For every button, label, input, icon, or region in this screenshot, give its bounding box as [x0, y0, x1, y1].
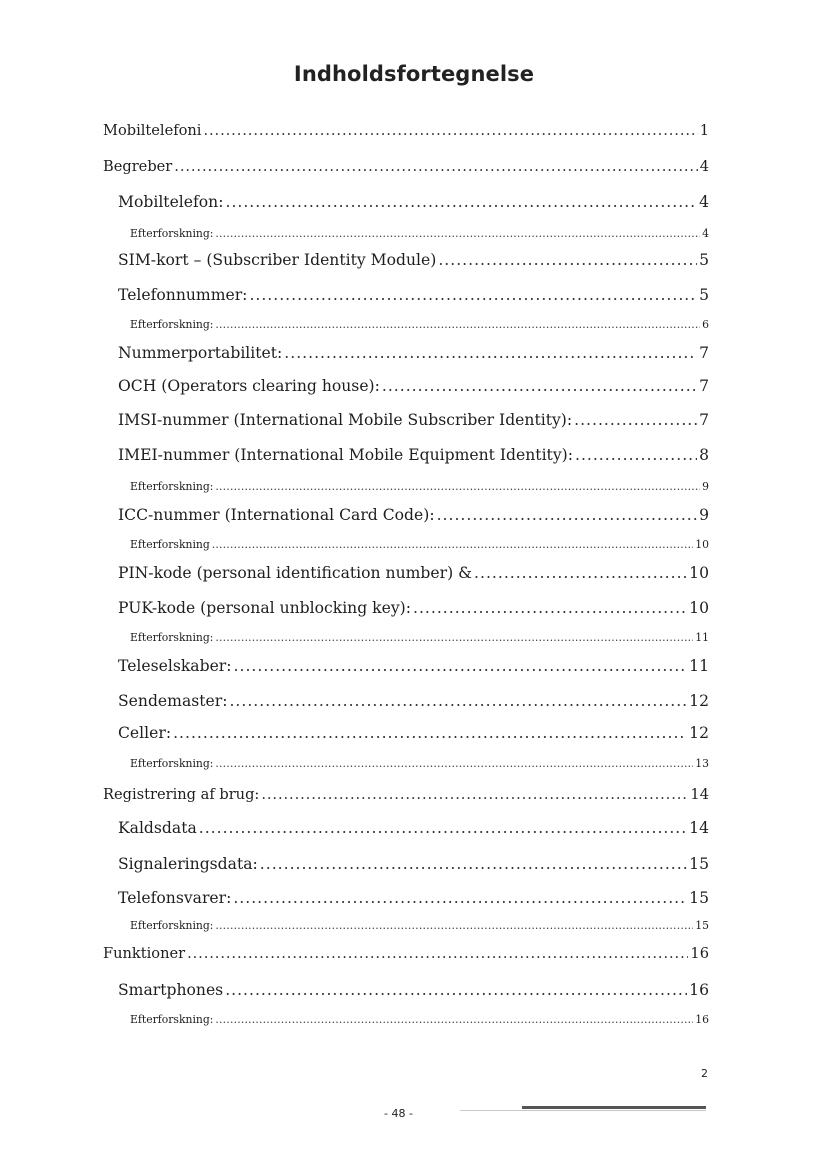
- dot-leader: [215, 919, 693, 932]
- toc-entry-page: 4: [702, 227, 709, 240]
- dot-leader: [225, 193, 697, 211]
- toc-entry-label: Efterforskning: [130, 538, 210, 551]
- toc-entry-page: 5: [699, 286, 709, 304]
- toc-entry-page: 16: [689, 981, 709, 999]
- toc-entry-page: 9: [702, 480, 709, 493]
- dot-leader: [229, 692, 687, 710]
- toc-entry[interactable]: [130, 919, 709, 932]
- toc-entry-page: 10: [689, 564, 709, 582]
- toc-entry-label: Efterforskning:: [130, 480, 214, 493]
- dot-leader: [174, 158, 697, 175]
- dot-leader: [574, 411, 697, 429]
- toc-entry-page: 12: [689, 692, 709, 710]
- footer-rule-thin: [460, 1110, 706, 1111]
- toc-entry-label: Funktioner: [103, 945, 186, 962]
- dot-leader: [260, 855, 687, 873]
- toc-entry-page: 5: [699, 251, 709, 269]
- dot-leader: [474, 564, 687, 582]
- toc-entry-label: Mobiltelefoni: [103, 122, 202, 139]
- toc-entry-page: 11: [689, 657, 709, 675]
- folio: - 48 -: [384, 1107, 413, 1120]
- toc-entry[interactable]: [118, 819, 709, 837]
- toc-entry-label: IMEI-nummer (International Mobile Equipment Identity):: [118, 446, 573, 464]
- toc-entry-label: Begreber: [103, 158, 173, 175]
- toc-entry-page: 8: [699, 446, 709, 464]
- toc-entry-page: 10: [689, 599, 709, 617]
- toc-entry[interactable]: [118, 286, 709, 304]
- toc-entry-label: Efterforskning:: [130, 318, 214, 331]
- dot-leader: [215, 757, 693, 770]
- dot-leader: [199, 819, 687, 837]
- dot-leader: [234, 657, 688, 675]
- toc-entry-page: 14: [689, 819, 709, 837]
- dot-leader: [413, 599, 687, 617]
- toc-entry-label: Telefonnummer:: [118, 286, 248, 304]
- toc-entry[interactable]: [130, 757, 709, 770]
- toc-entry-label: OCH (Operators clearing house):: [118, 377, 380, 395]
- toc-entry-label: Registrering af brug:: [103, 786, 260, 803]
- toc-entry-label: IMSI-nummer (International Mobile Subscriber Identity):: [118, 411, 573, 429]
- toc-entry[interactable]: [118, 411, 709, 429]
- toc-entry[interactable]: [103, 158, 709, 175]
- toc-entry[interactable]: [130, 227, 709, 240]
- toc-entry[interactable]: [118, 377, 709, 395]
- toc-entry[interactable]: [130, 480, 709, 493]
- toc-entry-page: 7: [699, 344, 709, 362]
- toc-entry[interactable]: [118, 599, 709, 617]
- toc-entry[interactable]: [118, 446, 709, 464]
- toc-entry-label: Celler:: [118, 724, 172, 742]
- dot-leader: [225, 981, 687, 999]
- toc-entry-label: PUK-kode (personal unblocking key):: [118, 599, 411, 617]
- toc-entry-page: 12: [689, 724, 709, 742]
- document-title: Indholdsfortegnelse: [293, 62, 535, 86]
- page-number: 2: [701, 1067, 708, 1080]
- toc-entry[interactable]: [103, 945, 709, 962]
- toc-entry[interactable]: [118, 855, 709, 873]
- toc-entry[interactable]: [130, 1013, 709, 1026]
- dot-leader: [215, 480, 700, 493]
- toc-entry-label: Teleselskaber:: [118, 657, 232, 675]
- dot-leader: [187, 945, 688, 962]
- dot-leader: [173, 724, 687, 742]
- toc-entry-label: Signaleringsdata:: [118, 855, 258, 873]
- toc-entry-page: 15: [689, 889, 709, 907]
- dot-leader: [212, 538, 693, 551]
- dot-leader: [575, 446, 697, 464]
- toc-entry-label: Nummerportabilitet:: [118, 344, 283, 362]
- toc-entry-page: 16: [690, 945, 709, 962]
- toc-entry[interactable]: [118, 344, 709, 362]
- toc-entry[interactable]: [118, 564, 709, 582]
- toc-entry[interactable]: [118, 251, 709, 269]
- toc-entry-label: Mobiltelefon:: [118, 193, 224, 211]
- dot-leader: [438, 251, 697, 269]
- dot-leader: [437, 506, 697, 524]
- footer-rule-thick: [522, 1106, 706, 1109]
- toc-entry-label: Efterforskning:: [130, 919, 214, 932]
- toc-entry[interactable]: [130, 538, 709, 551]
- toc-entry-label: Efterforskning:: [130, 631, 214, 644]
- toc-entry-page: 6: [702, 318, 709, 331]
- toc-entry-label: Efterforskning:: [130, 227, 214, 240]
- toc-entry-page: 15: [695, 919, 709, 932]
- toc-entry-label: Sendemaster:: [118, 692, 228, 710]
- toc-entry-page: 7: [699, 377, 709, 395]
- toc-entry-page: 7: [699, 411, 709, 429]
- dot-leader: [233, 889, 687, 907]
- toc-entry-page: 15: [689, 855, 709, 873]
- toc-entry-page: 1: [699, 122, 709, 139]
- toc-entry-label: Telefonsvarer:: [118, 889, 232, 907]
- toc-entry-label: ICC-nummer (International Card Code):: [118, 506, 435, 524]
- toc-entry-label: Smartphones: [118, 981, 224, 999]
- toc-entry-label: Efterforskning:: [130, 757, 214, 770]
- toc-entry-page: 13: [695, 757, 709, 770]
- toc-entry[interactable]: [103, 786, 709, 803]
- dot-leader: [284, 344, 697, 362]
- dot-leader: [203, 122, 697, 139]
- toc-entry-page: 9: [699, 506, 709, 524]
- toc-entry-page: 11: [695, 631, 709, 644]
- toc-entry[interactable]: [103, 122, 709, 139]
- dot-leader: [215, 227, 700, 240]
- dot-leader: [215, 631, 693, 644]
- toc-entry-page: 10: [695, 538, 709, 551]
- toc-entry[interactable]: [118, 506, 709, 524]
- toc-entry-page: 16: [695, 1013, 709, 1026]
- toc-entry[interactable]: [118, 981, 709, 999]
- toc-entry-page: 4: [699, 158, 709, 175]
- toc-entry[interactable]: [130, 318, 709, 331]
- toc-entry-label: PIN-kode (personal identification number) &: [118, 564, 473, 582]
- dot-leader: [261, 786, 688, 803]
- dot-leader: [382, 377, 697, 395]
- dot-leader: [249, 286, 697, 304]
- dot-leader: [215, 1013, 693, 1026]
- toc-entry-label: SIM-kort – (Subscriber Identity Module): [118, 251, 437, 269]
- toc-entry[interactable]: [118, 657, 709, 675]
- toc-entry-label: Kaldsdata: [118, 819, 197, 837]
- toc-entry-page: 14: [690, 786, 709, 803]
- toc-entry[interactable]: [118, 692, 709, 710]
- toc-entry-label: Efterforskning:: [130, 1013, 214, 1026]
- toc-entry[interactable]: [130, 631, 709, 644]
- dot-leader: [215, 318, 700, 331]
- toc-entry[interactable]: [118, 889, 709, 907]
- toc-entry[interactable]: [118, 724, 709, 742]
- toc-entry-page: 4: [699, 193, 709, 211]
- toc-entry[interactable]: [118, 193, 709, 211]
